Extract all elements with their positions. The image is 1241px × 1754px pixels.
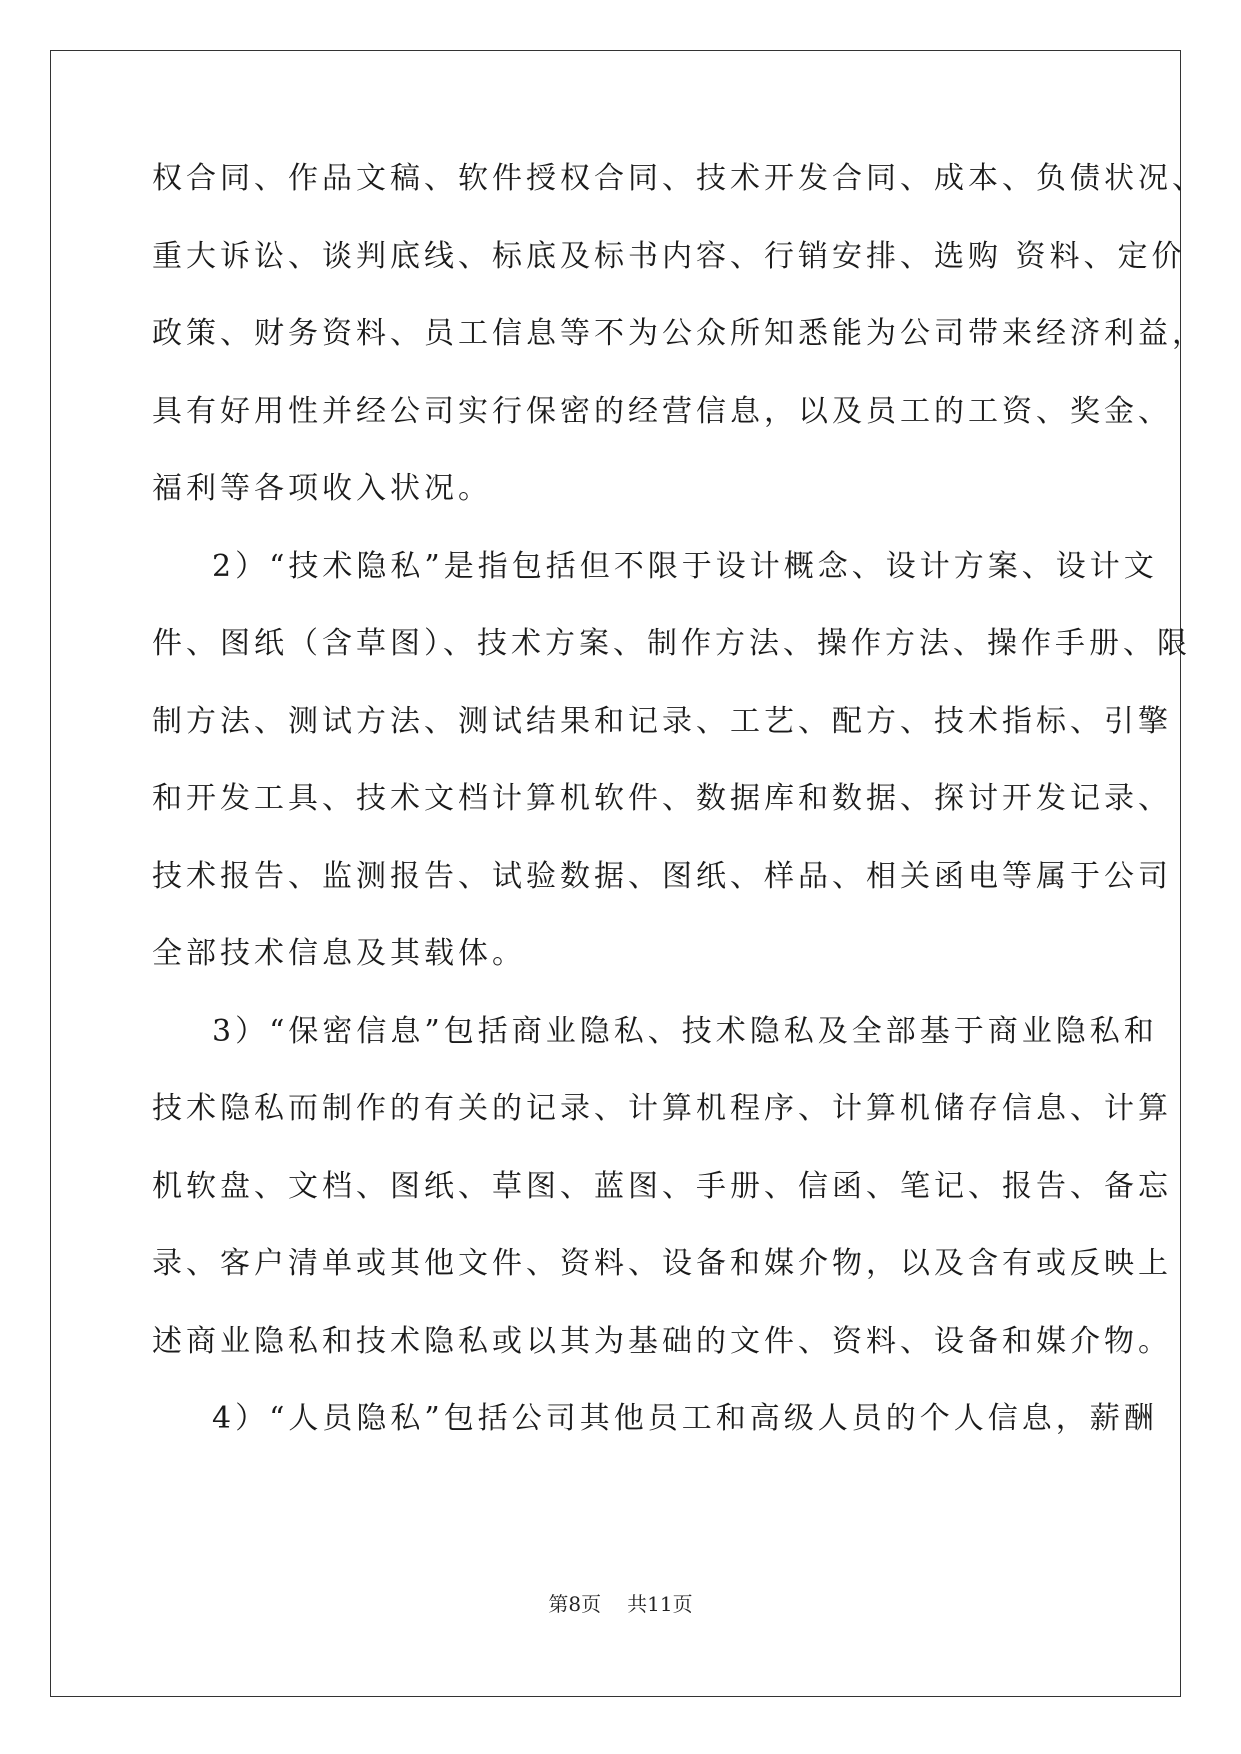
text-line: 述商业隐私和技术隐私或以其为基础的文件、资料、设备和媒介物。 [152,1323,1172,1359]
text-line: 录、客户清单或其他文件、资料、设备和媒介物，以及含有或反映上 [152,1246,1172,1281]
text-line: 重大诉讼、谈判底线、标底及标书内容、行销安排、选购 资料、定价 [152,238,1186,274]
text-line: 2）“技术隐私”是指包括但不限于设计概念、设计方案、设计文 [212,548,1158,584]
text-line: 制方法、测试方法、测试结果和记录、工艺、配方、技术指标、引擎 [152,703,1172,739]
text-line: 4）“人员隐私”包括公司其他员工和高级人员的个人信息，薪酬 [212,1401,1158,1436]
page-total: 共11页 [627,1592,693,1616]
text-line: 政策、财务资料、员工信息等不为公众所知悉能为公司带来经济利益， [152,316,1206,351]
text-line: 全部技术信息及其载体。 [152,936,526,971]
text-line: 3）“保密信息”包括商业隐私、技术隐私及全部基于商业隐私和 [212,1013,1158,1049]
text-line: 技术报告、监测报告、试验数据、图纸、样品、相关函电等属于公司 [152,858,1172,894]
text-line: 件、图纸（含草图）、技术方案、制作方法、操作方法、操作手册、限 [152,626,1191,661]
text-line: 机软盘、文档、图纸、草图、蓝图、手册、信函、笔记、报告、备忘 [152,1168,1172,1204]
document-body [152,140,1206,1458]
page-number: 第8页 [548,1592,602,1616]
text-line: 权合同、作品文稿、软件授权合同、技术开发合同、成本、负债状况、 [152,161,1206,196]
text-line: 技术隐私而制作的有关的记录、计算机程序、计算机储存信息、计算 [152,1091,1172,1126]
page-footer [0,1588,1241,1617]
text-line: 具有好用性并经公司实行保密的经营信息，以及员工的工资、奖金、 [152,393,1172,429]
text-line: 福利等各项收入状况。 [152,471,492,506]
text-line: 和开发工具、技术文档计算机软件、数据库和数据、探讨开发记录、 [152,781,1172,816]
